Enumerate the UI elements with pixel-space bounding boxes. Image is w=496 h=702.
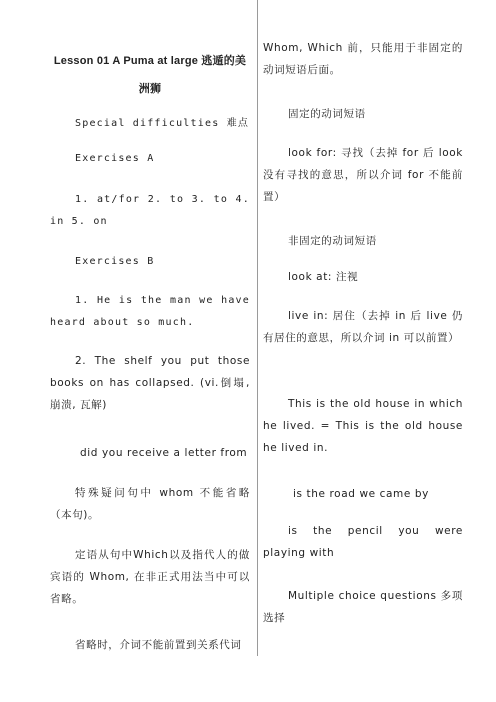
- left-paragraph: 1. He is the man we have heard about so much.: [50, 295, 250, 328]
- left-paragraph: did you receive a letter from: [80, 447, 248, 459]
- left-paragraph: 2. The shelf you put those books on has collapsed. (vi.倒塌, 崩溃, 瓦解): [50, 355, 250, 411]
- left-paragraph: Exercises A: [75, 153, 155, 164]
- right-paragraph: look at: 注视: [288, 271, 359, 283]
- column-divider: [257, 0, 258, 656]
- right-paragraph: live in: 居住（去掉 in 后 live 仍有居住的意思，所以介词 in 可以前置）: [263, 310, 463, 344]
- left-paragraph: 1. at/for 2. to 3. to 4. in 5. on: [50, 194, 250, 227]
- right-paragraph: is the pencil you were playing with: [263, 525, 463, 559]
- right-paragraph: This is the old house in which he lived. = This is the old house he lived in.: [263, 398, 463, 454]
- right-paragraph: look for: 寻找（去掉 for 后 look 没有寻找的意思，所以介词 for 不能前置）: [263, 147, 463, 203]
- left-paragraph: 省略时，介词不能前置到关系代词: [75, 639, 242, 651]
- left-paragraph: Special difficulties 难点: [75, 118, 250, 129]
- right-paragraph: Whom, Which 前，只能用于非固定的动词短语后面。: [263, 42, 463, 76]
- right-paragraph: 非固定的动词短语: [288, 235, 377, 247]
- left-paragraph: 特殊疑问句中 whom 不能省略（本句)。: [50, 487, 250, 521]
- right-paragraph: Multiple choice questions 多项选择: [263, 590, 463, 624]
- left-paragraph: 定语从句中Which以及指代人的做宾语的 Whom, 在非正式用法当中可以省略。: [50, 549, 250, 605]
- lesson-title: Lesson 01 A Puma at large 逃遁的美洲狮: [53, 55, 247, 95]
- right-paragraph: is the road we came by: [293, 488, 429, 500]
- right-paragraph: 固定的动词短语: [288, 108, 366, 120]
- left-paragraph: Exercises B: [75, 256, 155, 267]
